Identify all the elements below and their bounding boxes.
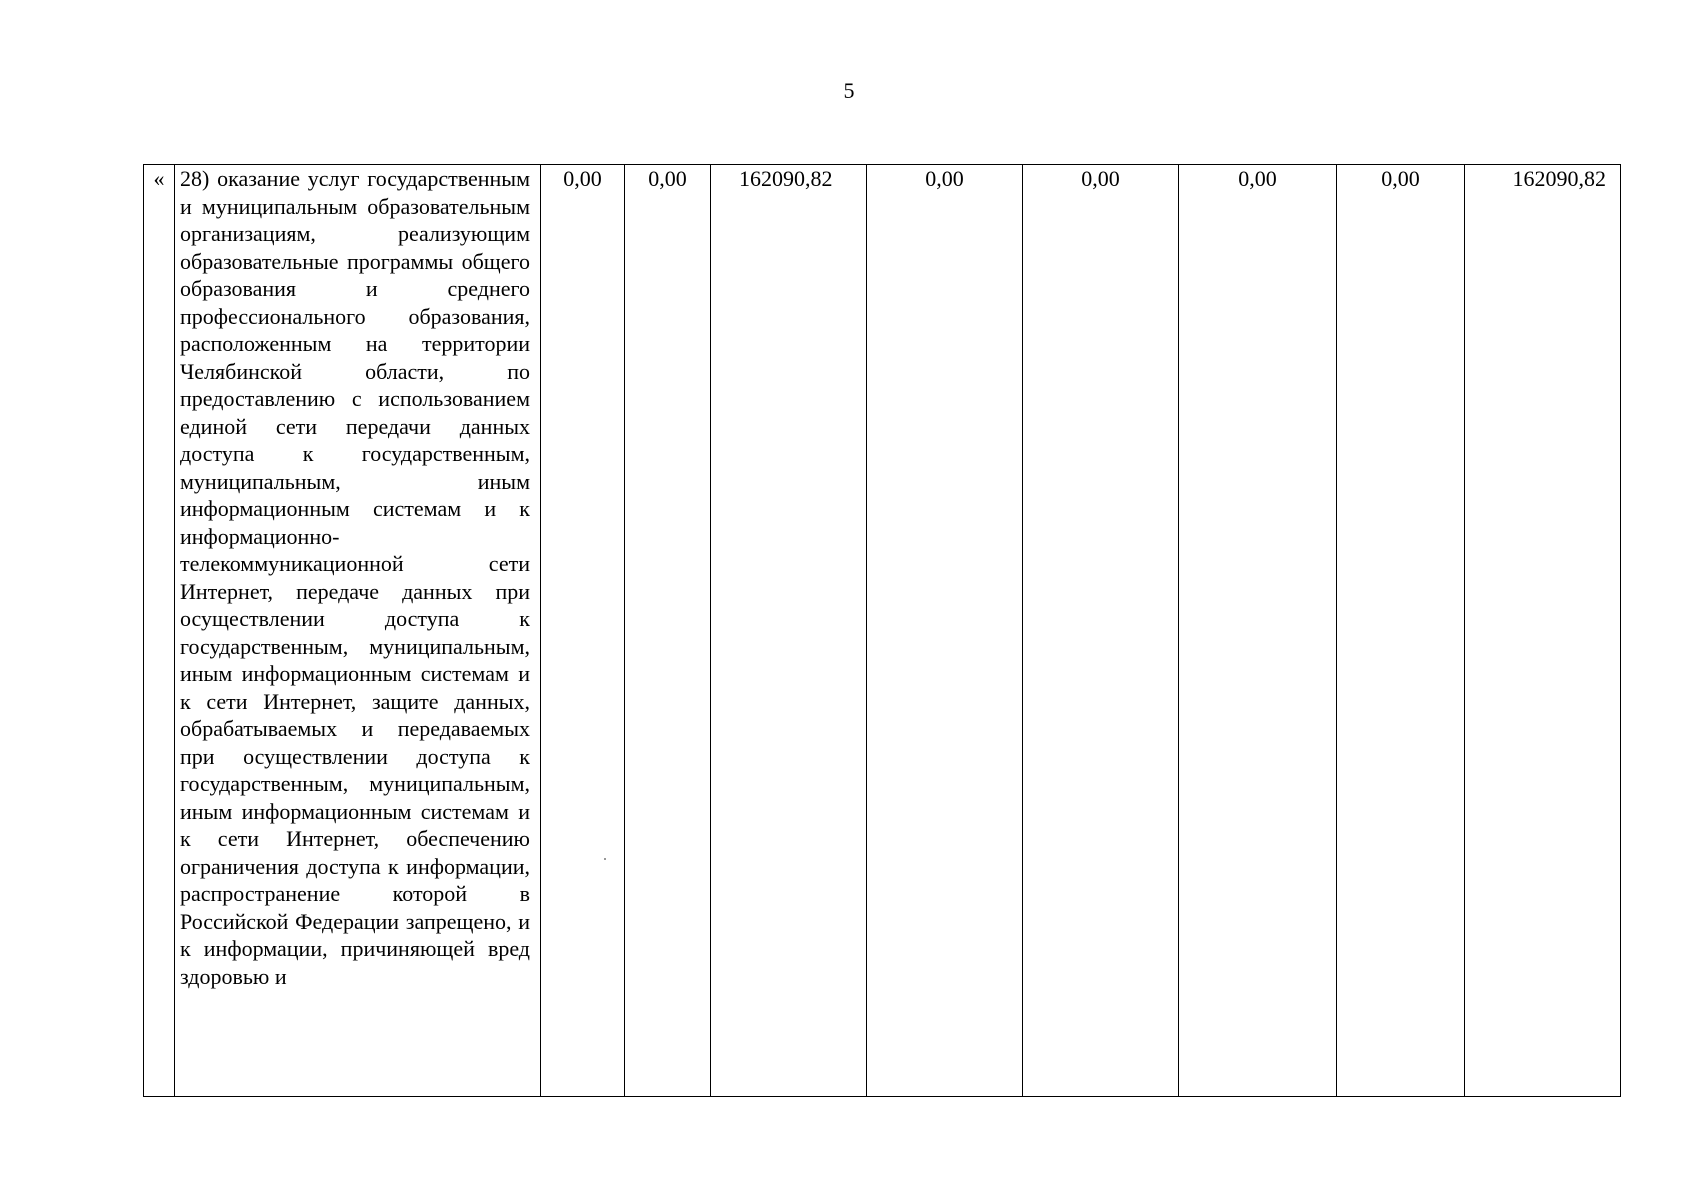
value-cell-4: 0,00 <box>867 165 1023 1097</box>
row-description: 28) оказание услуг государственным и муниципальным образовательным организациям, реализующим образовательные программы общего образования и среднего профессионального образования, расположенным на территории Челябинской области, по предоставлению с использованием единой сети передачи данных доступа к государственным, муниципальным, иным информационным системам и к информационно-телекоммуникационной сети Интернет, передаче данных при осуществлении доступа к государственным, муниципальным, иным информационным системам и к сети Интернет, защите данных, обрабатываемых и передаваемых при осуществлении доступа к государственным, муниципальным, иным информационным системам и к сети Интернет, обеспечению ограничения доступа к информации, распространение которой в Российской Федерации запрещено, и к информации, причиняющей вред здоровью и <box>180 166 530 989</box>
value-cell-2: 0,00 <box>625 165 711 1097</box>
value-cell-5: 0,00 <box>1023 165 1179 1097</box>
description-cell <box>175 165 541 1097</box>
value-cell-7: 0,00 <box>1337 165 1465 1097</box>
page-number: 5 <box>843 78 855 103</box>
quote-mark: « <box>153 166 165 191</box>
value-cell-3: 162090,82 <box>711 165 867 1097</box>
table-row <box>144 165 1621 1097</box>
quote-mark-cell <box>144 165 175 1097</box>
value-cell-8: 162090,82 <box>1465 165 1621 1097</box>
value-cell-6: 0,00 <box>1179 165 1337 1097</box>
value-cell-1: 0,00 <box>541 165 625 1097</box>
scan-speck <box>604 858 606 860</box>
budget-table <box>143 164 1621 1097</box>
